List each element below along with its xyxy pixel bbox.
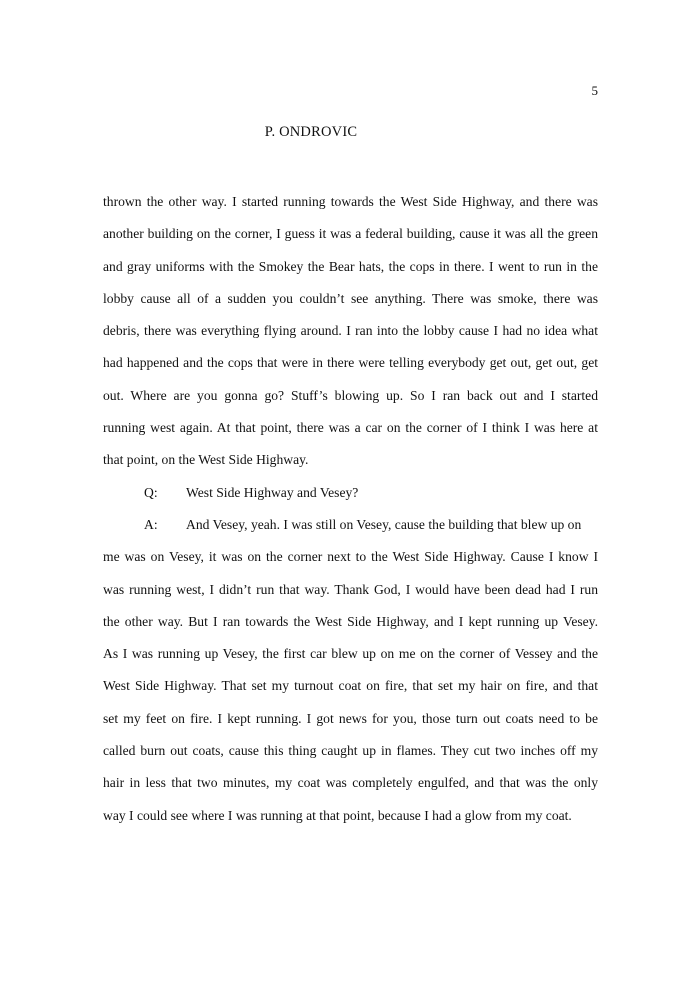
paragraph-line: thrown the other way. I started running towards the West Side Highway, and there was [103,194,598,209]
answer-label: A: [144,516,158,532]
answer-first-line [103,509,598,541]
answer-text-first: And Vesey, yeah. I was still on Vesey, cause the building that blew up on [186,516,582,532]
question-line [103,477,598,509]
paragraph-line: out. Where are you gonna go? Stuff’s blowing up. So I ran back out and I started [103,387,598,403]
answer-line: West Side Highway. That set my turnout coat on fire, that set my hair on fire, and that [103,678,598,694]
answer-line: way I could see where I was running at that point, because I had a glow from my coat. [103,807,572,823]
paragraph-line: and gray uniforms with the Smokey the Bear hats, the cops in there. I went to run in the [103,258,598,274]
page-header: P. ONDROVIC [264,124,358,140]
paragraph-line: that point, on the West Side Highway. [103,452,309,468]
answer-line: As I was running up Vesey, the first car blew up on me on the corner of Vessey and the [103,646,598,662]
answer-line: the other way. But I ran towards the West Side Highway, and I kept running up Vesey. [103,613,598,629]
transcript-body [103,186,598,832]
paragraph-line: another building on the corner, I guess it was a federal building, cause it was all the green [103,226,598,242]
paragraph-line: lobby cause all of a sudden you couldn’t see anything. There was smoke, there was [103,290,598,306]
paragraph-line: debris, there was everything flying around. I ran into the lobby cause I had no idea what [103,323,598,339]
answer-line: was running west, I didn’t run that way. Thank God, I would have been dead had I run [103,581,598,597]
paragraph-line: had happened and the cops that were in there were telling everybody get out, get out, get [103,355,598,371]
question-text: West Side Highway and Vesey? [186,484,359,500]
paragraph-line: running west again. At that point, there was a car on the corner of I think I was here at [103,420,598,436]
answer-line: set my feet on fire. I kept running. I got news for you, those turn out coats need to be [103,710,598,726]
answer-line: called burn out coats, cause this thing caught up in flames. They cut two inches off my [103,743,598,759]
question-label: Q: [144,484,158,500]
page-number: 5 [591,83,598,98]
answer-line: me was on Vesey, it was on the corner next to the West Side Highway. Cause I know I [103,549,598,565]
answer-line: hair in less that two minutes, my coat was completely engulfed, and that was the only [103,775,598,791]
